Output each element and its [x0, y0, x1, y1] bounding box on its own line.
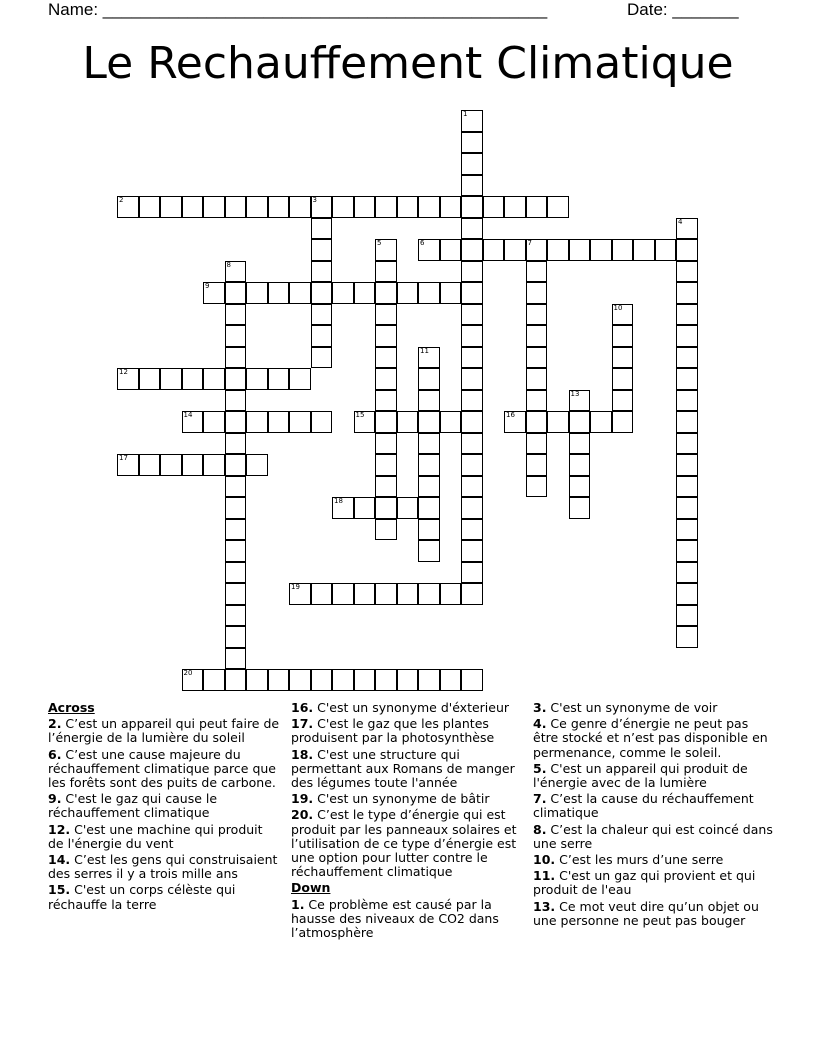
crossword-cell[interactable] [375, 411, 397, 433]
crossword-cell[interactable] [182, 411, 204, 433]
crossword-cell[interactable] [676, 282, 698, 304]
crossword-cell[interactable] [569, 390, 591, 412]
clue-number: 13 [570, 389, 580, 398]
crossword-cell[interactable] [676, 390, 698, 412]
crossword-cell[interactable] [569, 239, 591, 261]
crossword-cell[interactable] [676, 261, 698, 283]
crossword-cell[interactable] [375, 304, 397, 326]
clues-column-1 [48, 701, 280, 914]
crossword-cell[interactable] [225, 626, 247, 648]
clue-number-label: 10. [533, 852, 556, 868]
crossword-cell[interactable] [676, 368, 698, 390]
crossword-cell[interactable] [225, 540, 247, 562]
crossword-cell[interactable] [225, 605, 247, 627]
crossword-cell[interactable] [676, 347, 698, 369]
clue-number: 18 [334, 497, 343, 505]
crossword-cell[interactable] [440, 669, 462, 691]
crossword-cell[interactable] [311, 325, 333, 347]
crossword-cell[interactable] [504, 196, 526, 218]
clue-number: 5 [377, 239, 382, 247]
crossword-cell[interactable] [203, 411, 225, 433]
crossword-cell[interactable] [246, 669, 268, 691]
clue-text: C'est une machine qui produit de l'énergie du vent [48, 821, 263, 851]
crossword-cell[interactable] [547, 239, 569, 261]
page-title: Le Rechauffement Climatique [82, 38, 734, 89]
crossword-cell[interactable] [375, 433, 397, 455]
crossword-cell[interactable] [375, 282, 397, 304]
crossword-cell[interactable] [418, 454, 440, 476]
crossword-cell[interactable] [289, 196, 311, 218]
crossword-cell[interactable] [526, 433, 548, 455]
clue [48, 717, 280, 745]
crossword-cell[interactable] [504, 239, 526, 261]
crossword-cell[interactable] [397, 282, 419, 304]
crossword-cell[interactable] [676, 540, 698, 562]
crossword-cell[interactable] [225, 562, 247, 584]
date-field-label: Date: _______ [627, 0, 739, 19]
across-heading: Across [48, 700, 95, 715]
clue-number: 4 [678, 217, 683, 226]
crossword-cell[interactable] [418, 239, 440, 261]
crossword-cell[interactable] [225, 390, 247, 412]
crossword-cell[interactable] [655, 239, 677, 261]
crossword-cell[interactable] [246, 368, 268, 390]
clue-number: 17 [119, 454, 128, 462]
crossword-cell[interactable] [203, 368, 225, 390]
clue-text: C’est les gens qui construisaient des serres il y a trois mille ans [48, 852, 278, 882]
crossword-cell[interactable] [526, 304, 548, 326]
crossword-cell[interactable] [418, 497, 440, 519]
clue-number: 6 [420, 239, 425, 247]
crossword-cell[interactable] [375, 239, 397, 261]
crossword-cell[interactable] [440, 196, 462, 218]
clue [291, 717, 525, 745]
clue [291, 898, 525, 941]
clue [291, 701, 525, 715]
clue-text: C’est une cause majeure du réchauffement climatique parce que les forêts sont des puits de carbone. [48, 746, 276, 791]
crossword-cell[interactable] [676, 519, 698, 541]
crossword-cell[interactable] [375, 454, 397, 476]
clue-number-label: 20. [291, 807, 314, 823]
clue-text: C'est un synonyme de voir [546, 700, 718, 715]
clue-number: 15 [355, 411, 365, 419]
crossword-cell[interactable] [354, 411, 376, 433]
crossword-cell[interactable] [375, 261, 397, 283]
crossword-cell[interactable] [547, 196, 569, 218]
crossword-cell[interactable] [311, 282, 333, 304]
clue-number-label: 19. [291, 791, 314, 807]
crossword-cell[interactable] [483, 239, 505, 261]
crossword-cell[interactable] [182, 368, 204, 390]
clue [533, 823, 773, 851]
crossword-cell[interactable] [676, 626, 698, 648]
clue [533, 792, 773, 820]
crossword-cell[interactable] [246, 282, 268, 304]
clue-text: C’est le type d’énergie qui est produit par les panneaux solaires et l’utilisation de ce type d’énergie est une option pour lutter contre le réchauffement climatique [291, 807, 517, 880]
clue [533, 900, 773, 928]
clue [48, 883, 280, 911]
crossword-cell[interactable] [526, 239, 548, 261]
crossword-cell[interactable] [117, 368, 139, 390]
crossword-cell[interactable] [633, 239, 655, 261]
clue-number-label: 3. [533, 700, 547, 715]
crossword-cell[interactable] [612, 347, 634, 369]
crossword-cell[interactable] [225, 411, 247, 433]
crossword-cell[interactable] [375, 583, 397, 605]
clue-text: C’est un appareil qui peut faire de l’énergie de la lumière du soleil [48, 716, 280, 746]
crossword-cell[interactable] [612, 325, 634, 347]
clue-number: 7 [527, 239, 532, 247]
crossword-cell[interactable] [590, 411, 612, 433]
crossword-cell[interactable] [526, 390, 548, 412]
crossword-cell[interactable] [461, 347, 483, 369]
crossword-cell[interactable] [418, 347, 440, 369]
crossword-cell[interactable] [354, 669, 376, 691]
clue-text: C'est un synonyme d'éxterieur [313, 700, 510, 715]
crossword-cell[interactable] [139, 454, 161, 476]
clue [48, 748, 280, 791]
clue [48, 792, 280, 820]
crossword-cell[interactable] [461, 562, 483, 584]
crossword-cell[interactable] [461, 175, 483, 197]
crossword-cell[interactable] [160, 368, 182, 390]
crossword-cell[interactable] [526, 368, 548, 390]
crossword-cell[interactable] [526, 196, 548, 218]
clue-number-label: 4. [533, 716, 547, 732]
crossword-cell[interactable] [461, 497, 483, 519]
clue-number-label: 13. [533, 898, 556, 914]
clue [533, 701, 773, 715]
crossword-cell[interactable] [268, 282, 290, 304]
crossword-cell[interactable] [246, 411, 268, 433]
clue-text: C'est une structure qui permettant aux Romans de manger des légumes toute l'année [291, 746, 515, 791]
crossword-cell[interactable] [612, 239, 634, 261]
clue-text: C’est les murs d’une serre [555, 852, 724, 868]
crossword-cell[interactable] [182, 454, 204, 476]
crossword-cell[interactable] [225, 325, 247, 347]
crossword-cell[interactable] [612, 368, 634, 390]
clue-number: 2 [119, 196, 124, 204]
crossword-cell[interactable] [418, 540, 440, 562]
clue-text: Ce genre d’énergie ne peut pas être stocké et n’est pas disponible en permenance, comme le soleil. [533, 716, 768, 760]
crossword-cell[interactable] [203, 196, 225, 218]
clue-text: C'est un corps célèste qui réchauffe la terre [48, 882, 236, 912]
clue-number-label: 9. [48, 791, 62, 807]
crossword-cell[interactable] [375, 196, 397, 218]
crossword-cell[interactable] [311, 196, 333, 218]
clue-number-label: 16. [291, 700, 314, 715]
crossword-cell[interactable] [225, 304, 247, 326]
clue-number: 16 [506, 411, 515, 419]
crossword-cell[interactable] [676, 583, 698, 605]
clues-column-2 [291, 701, 525, 942]
crossword-cell[interactable] [332, 282, 354, 304]
crossword-cell[interactable] [311, 239, 333, 261]
clue-text: C'est le gaz qui cause le réchauffement climatique [48, 791, 218, 821]
crossword-cell[interactable] [225, 196, 247, 218]
crossword-cell[interactable] [397, 497, 419, 519]
crossword-cell[interactable] [225, 669, 247, 691]
crossword-cell[interactable] [526, 411, 548, 433]
crossword-cell[interactable] [440, 239, 462, 261]
crossword-cell[interactable] [440, 282, 462, 304]
clue-number-label: 11. [533, 868, 556, 884]
clue-number-label: 7. [533, 791, 547, 807]
crossword-cell[interactable] [676, 433, 698, 455]
crossword-cell[interactable] [289, 669, 311, 691]
crossword-cell[interactable] [246, 196, 268, 218]
crossword-cell[interactable] [676, 304, 698, 326]
crossword-cell[interactable] [461, 218, 483, 240]
crossword-cell[interactable] [354, 196, 376, 218]
clue-text: C'est un appareil qui produit de l'énergie avec de la lumière [533, 760, 748, 791]
crossword-cell[interactable] [461, 196, 483, 218]
clue-number-label: 5. [533, 760, 547, 776]
crossword-cell[interactable] [311, 669, 333, 691]
crossword-cell[interactable] [547, 411, 569, 433]
crossword-cell[interactable] [461, 110, 483, 132]
crossword-cell[interactable] [139, 196, 161, 218]
crossword-cell[interactable] [375, 390, 397, 412]
crossword-cell[interactable] [461, 325, 483, 347]
crossword-cell[interactable] [590, 239, 612, 261]
crossword-cell[interactable] [225, 282, 247, 304]
crossword-cell[interactable] [461, 476, 483, 498]
crossword-cell[interactable] [225, 497, 247, 519]
clue [48, 853, 280, 881]
crossword-cell[interactable] [676, 218, 698, 240]
crossword-cell[interactable] [676, 411, 698, 433]
clue [291, 748, 525, 791]
crossword-cell[interactable] [397, 583, 419, 605]
crossword-cell[interactable] [160, 196, 182, 218]
crossword-cell[interactable] [225, 476, 247, 498]
crossword-cell[interactable] [139, 368, 161, 390]
crossword-cell[interactable] [526, 454, 548, 476]
crossword-cell[interactable] [526, 476, 548, 498]
crossword-cell[interactable] [182, 196, 204, 218]
crossword-cell[interactable] [311, 261, 333, 283]
crossword-cell[interactable] [375, 519, 397, 541]
crossword-cell[interactable] [461, 304, 483, 326]
crossword-cell[interactable] [246, 454, 268, 476]
crossword-cell[interactable] [504, 411, 526, 433]
crossword-cell[interactable] [461, 261, 483, 283]
clue-text: C'est un synonyme de bâtir [313, 791, 490, 807]
clue-number: 10 [613, 303, 623, 312]
crossword-cell[interactable] [311, 347, 333, 369]
clue [48, 823, 280, 851]
crossword-cell[interactable] [612, 411, 634, 433]
crossword-cell[interactable] [354, 282, 376, 304]
crossword-cell[interactable] [397, 669, 419, 691]
crossword-cell[interactable] [676, 454, 698, 476]
crossword-cell[interactable] [311, 411, 333, 433]
crossword-cell[interactable] [418, 411, 440, 433]
crossword-cell[interactable] [160, 454, 182, 476]
crossword-cell[interactable] [569, 454, 591, 476]
crossword-cell[interactable] [461, 540, 483, 562]
crossword-cell[interactable] [203, 282, 225, 304]
clue-number: 14 [183, 411, 193, 419]
crossword-cell[interactable] [268, 669, 290, 691]
crossword-cell[interactable] [461, 669, 483, 691]
crossword-cell[interactable] [676, 497, 698, 519]
crossword-cell[interactable] [418, 519, 440, 541]
crossword-cell[interactable] [526, 261, 548, 283]
crossword-cell[interactable] [332, 497, 354, 519]
clue-number: 12 [119, 368, 128, 376]
crossword-cell[interactable] [375, 325, 397, 347]
crossword-cell[interactable] [397, 411, 419, 433]
crossword-cell[interactable] [375, 368, 397, 390]
crossword-cell[interactable] [311, 583, 333, 605]
clues-column-3 [533, 701, 773, 930]
crossword-cell[interactable] [375, 347, 397, 369]
crossword-cell[interactable] [203, 669, 225, 691]
clue-text: C'est le gaz que les plantes produisent par la photosynthèse [291, 716, 495, 746]
crossword-cell[interactable] [418, 282, 440, 304]
crossword-cell[interactable] [225, 261, 247, 283]
clue-number-label: 15. [48, 882, 71, 898]
clue [533, 717, 773, 760]
clue [533, 853, 773, 867]
clue-number-label: 14. [48, 852, 71, 868]
crossword-cell[interactable] [676, 239, 698, 261]
crossword-cell[interactable] [461, 390, 483, 412]
crossword-cell[interactable] [418, 196, 440, 218]
crossword-cell[interactable] [268, 368, 290, 390]
clue-number-label: 2. [48, 716, 62, 732]
crossword-cell[interactable] [225, 368, 247, 390]
crossword-cell[interactable] [225, 583, 247, 605]
clue [533, 762, 773, 790]
crossword-cell[interactable] [418, 433, 440, 455]
crossword-cell[interactable] [289, 368, 311, 390]
crossword-cell[interactable] [225, 347, 247, 369]
crossword-cell[interactable] [117, 196, 139, 218]
clue-number-label: 17. [291, 716, 314, 732]
clue-text: Ce problème est causé par la hausse des niveaux de CO2 dans l’atmosphère [291, 896, 499, 941]
crossword-cell[interactable] [461, 368, 483, 390]
clue-text: C’est la cause du réchauffement climatique [533, 791, 754, 821]
clue-text: C'est un gaz qui provient et qui produit de l'eau [533, 868, 756, 898]
crossword-cell[interactable] [526, 325, 548, 347]
crossword-cell[interactable] [526, 347, 548, 369]
crossword-cell[interactable] [461, 454, 483, 476]
down-heading: Down [291, 880, 331, 896]
crossword-cell[interactable] [225, 454, 247, 476]
clue [291, 808, 525, 879]
crossword-cell[interactable] [676, 562, 698, 584]
clue-number-label: 1. [291, 896, 305, 912]
crossword-cell[interactable] [461, 239, 483, 261]
crossword-cell[interactable] [676, 605, 698, 627]
clue-number-label: 8. [533, 821, 547, 837]
crossword-cell[interactable] [569, 433, 591, 455]
crossword-cell[interactable] [182, 669, 204, 691]
crossword-cell[interactable] [612, 390, 634, 412]
crossword-cell[interactable] [461, 282, 483, 304]
crossword-cell[interactable] [461, 411, 483, 433]
crossword-cell[interactable] [569, 476, 591, 498]
crossword-cell[interactable] [375, 476, 397, 498]
crossword-cell[interactable] [225, 648, 247, 670]
crossword-cell[interactable] [418, 476, 440, 498]
crossword-cell[interactable] [289, 583, 311, 605]
crossword-cell[interactable] [676, 476, 698, 498]
crossword-cell[interactable] [461, 132, 483, 154]
crossword-cell[interactable] [225, 519, 247, 541]
crossword-cell[interactable] [612, 304, 634, 326]
crossword-cell[interactable] [569, 411, 591, 433]
clue [533, 869, 773, 897]
clue-number: 19 [291, 583, 300, 591]
crossword-cell[interactable] [569, 497, 591, 519]
crossword-cell[interactable] [311, 304, 333, 326]
crossword-cell[interactable] [483, 196, 505, 218]
crossword-cell[interactable] [311, 218, 333, 240]
crossword-cell[interactable] [117, 454, 139, 476]
clue-number-label: 18. [291, 746, 314, 762]
name-field-label: Name: _______________________________________________ [48, 0, 548, 19]
crossword-cell[interactable] [354, 583, 376, 605]
crossword-cell[interactable] [676, 325, 698, 347]
crossword-cell[interactable] [526, 282, 548, 304]
crossword-cell[interactable] [418, 669, 440, 691]
crossword-cell[interactable] [203, 454, 225, 476]
crossword-cell[interactable] [461, 583, 483, 605]
clue-number-label: 12. [48, 821, 71, 837]
clue-number: 20 [183, 669, 193, 677]
crossword-cell[interactable] [397, 196, 419, 218]
clue-number: 1 [463, 110, 468, 118]
crossword-cell[interactable] [289, 282, 311, 304]
crossword-cell[interactable] [332, 583, 354, 605]
crossword-cell[interactable] [418, 583, 440, 605]
crossword-cell[interactable] [418, 368, 440, 390]
crossword-cell[interactable] [289, 411, 311, 433]
crossword-cell[interactable] [225, 433, 247, 455]
crossword-cell[interactable] [332, 669, 354, 691]
crossword-cell[interactable] [461, 153, 483, 175]
crossword-cell[interactable] [354, 497, 376, 519]
clue-text: C’est la chaleur qui est coincé dans une serre [533, 821, 773, 851]
crossword-cell[interactable] [332, 196, 354, 218]
crossword-cell[interactable] [461, 433, 483, 455]
clue-number: 11 [420, 346, 429, 355]
crossword-cell[interactable] [440, 411, 462, 433]
crossword-cell[interactable] [418, 390, 440, 412]
crossword-cell[interactable] [440, 583, 462, 605]
crossword-cell[interactable] [375, 669, 397, 691]
clue-number: 8 [226, 260, 231, 269]
crossword-cell[interactable] [461, 519, 483, 541]
crossword-cell[interactable] [375, 497, 397, 519]
clue-number: 9 [205, 282, 210, 290]
clue-text: Ce mot veut dire qu’un objet ou une personne ne peut pas bouger [533, 898, 759, 928]
clue-number: 3 [312, 196, 317, 204]
clue [291, 792, 525, 806]
crossword-cell[interactable] [268, 411, 290, 433]
clue-number-label: 6. [48, 746, 62, 762]
crossword-cell[interactable] [268, 196, 290, 218]
